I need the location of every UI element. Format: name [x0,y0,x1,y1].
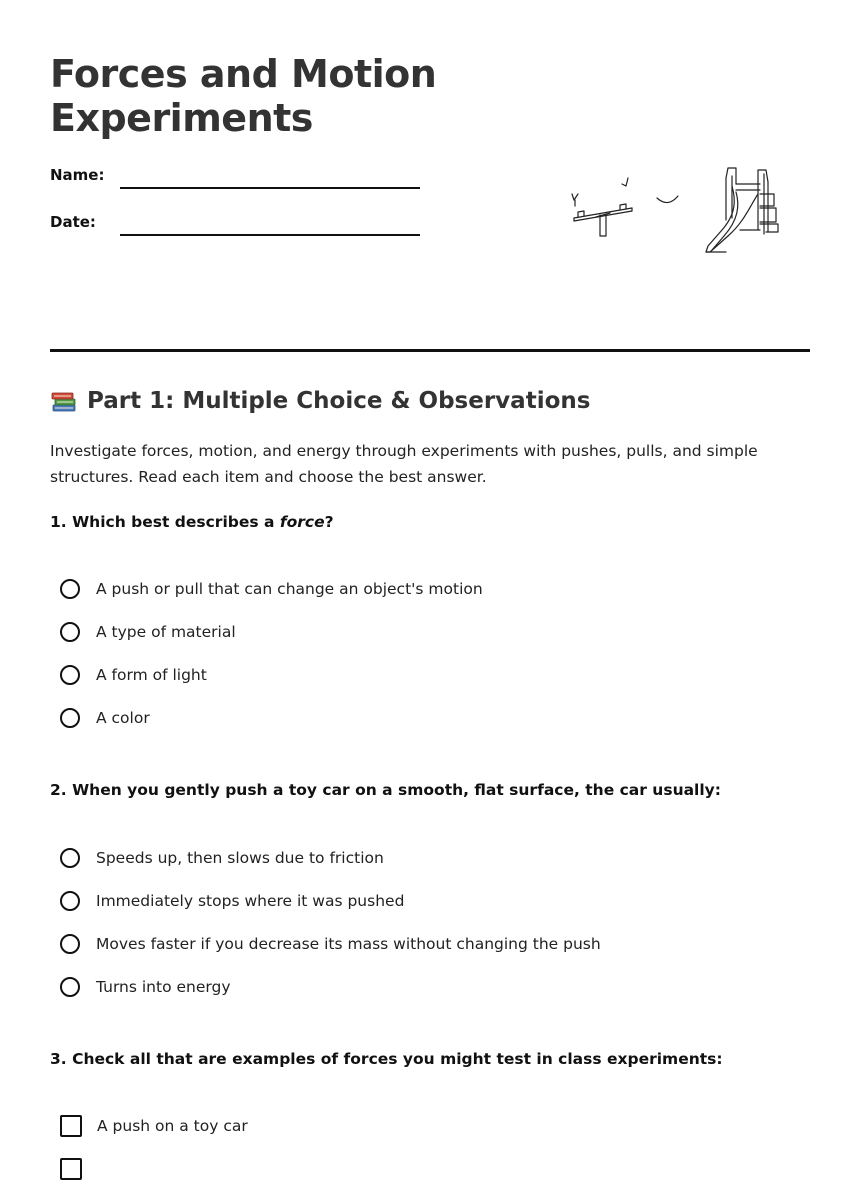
part1-heading [50,388,590,414]
part1-intro: Investigate forces, motion, and energy through experiments with pushes, pulls, and simple structures. Read each item and choose the best answer. [50,442,758,486]
date-label: Date: [50,213,96,231]
radio-button[interactable] [60,708,80,728]
radio-button[interactable] [60,665,80,685]
q2-option-3[interactable]: Moves faster if you decrease its mass without changing the push [60,931,601,957]
page-title: Forces and Motion Experiments [50,52,437,140]
question-1-emphasis: force [279,513,325,531]
radio-button[interactable] [60,579,80,599]
radio-button[interactable] [60,848,80,868]
q3-option-1[interactable]: A push on a toy car [60,1113,248,1139]
seesaw-drawing [572,178,678,236]
q1-option-4[interactable]: A color [60,705,150,731]
seesaw-slide-illustration [560,160,790,260]
q1-option-2[interactable]: A type of material [60,619,236,645]
radio-button[interactable] [60,622,80,642]
q2-option-2[interactable]: Immediately stops where it was pushed [60,888,404,914]
radio-button[interactable] [60,934,80,954]
question-1: 1. Which best describes a force? [50,513,334,531]
question-3: 3. Check all that are examples of forces you might test in class experiments: [50,1050,723,1068]
checkbox[interactable] [60,1115,82,1137]
date-field[interactable] [120,234,420,236]
radio-button[interactable] [60,891,80,911]
slide-drawing [706,168,778,252]
name-field[interactable] [120,187,420,189]
q1-option-3[interactable]: A form of light [60,662,207,688]
section-divider [50,349,810,352]
q1-option-1[interactable]: A push or pull that can change an object's motion [60,576,483,602]
part1-heading-text: Part 1: Multiple Choice & Observations [87,388,591,414]
q3-option-2-partial[interactable] [60,1156,97,1182]
q2-option-1[interactable]: Speeds up, then slows due to friction [60,845,384,871]
name-label: Name: [50,166,105,184]
checkbox[interactable] [60,1158,82,1180]
books-icon [50,388,78,414]
question-2: 2. When you gently push a toy car on a smooth, flat surface, the car usually: [50,781,721,799]
radio-button[interactable] [60,977,80,997]
q2-option-4[interactable]: Turns into energy [60,974,231,1000]
